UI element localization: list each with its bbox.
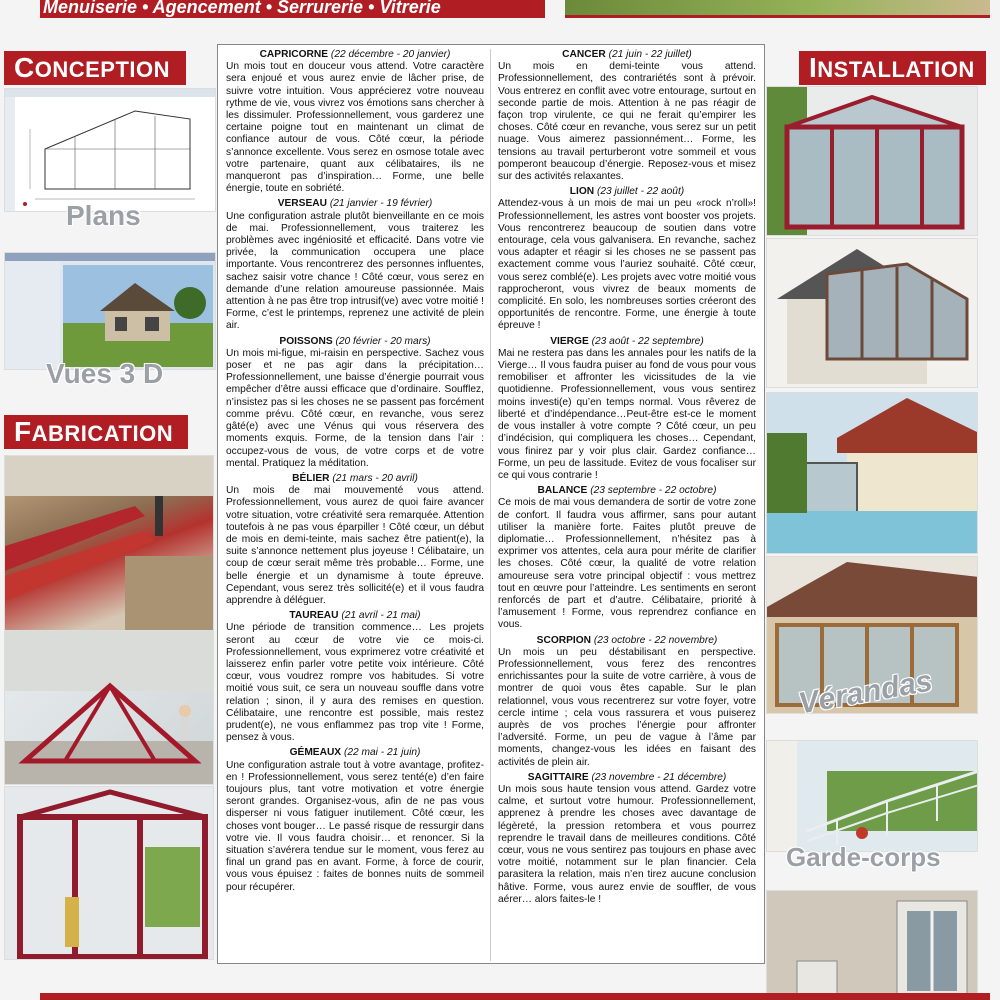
horoscope-column-right [491, 49, 756, 961]
sign-text: Ce mois de mai vous demandera de sortir de votre zone de confort. Il faudra vous affirmer, sans pour autant utiliser la manière forte. Faites plutôt preuve de diplomatie… Professionnellement, n’hésitez pas à exprimer vos attentes, cela aura pour mérite de clarifier les choses. Côté cœur, la qualité de votre relation amoureuse sera votre principal objectif : vous mettrez tout en œuvre pour l’atteindre. Les sentiments en seront renforcés de part et d’autre. Célibataire, priorité à l’amusement ! Forme, vous reprendrez confiance en vous. [498, 497, 756, 631]
horoscope-box [217, 44, 765, 964]
sign-sagittaire: SAGITTAIRE (23 novembre - 21 décembre) Un mois sous haute tension vous attend. Gardez votre calme, et surtout votre humour. Professionnellement, apprenez à prendre les choses avec davantage de légèreté, la pression retombera et vous pourrez reprendre le travail dans de meilleures conditions. Côté cœur, vous ne vous sentirez pas toujours en phase avec votre moitié, notamment sur le plan financier. Cela parasitera la relation, mais n’en tirez aucune conclusion hâtive. Forme, vous aurez envie de souffler, de vous aérer… alors faites-le ! [498, 771, 756, 905]
caption-vues-3d: Vues 3 D [46, 358, 164, 389]
workshop-photo-1 [4, 455, 214, 633]
workshop-icon [5, 456, 214, 633]
3d-house-view-icon [5, 253, 216, 370]
sign-text: Attendez-vous à un mois de mai un peu «rock n’roll»! Professionnellement, les astres vont booster vos projets. Vous rencontrerez beaucoup de soutien dans votre entourage, cela vous galvanisera. En revanche, sachez vous adapter et réagir si les choses ne se passent pas exactement comme vous l’auriez souhaité. Côté cœur, vous serez comblé(e). Les projets avec votre moitié vous rapprocheront, vous vivrez de beaux moments de complicité. En solo, les nombreuses sorties créeront des opportunités de rencontre. Forme, une énergie à toute épreuve ! [498, 198, 756, 332]
sign-verseau: VERSEAU (21 janvier - 19 février) Une configuration astrale plutôt bienveillante en ce mois de mai. Professionnellement, vous traiterez les problèmes avec ingéniosité et efficacité. Dans votre vie privée, la communication occupera une place importante. Vous rencontrerez des personnes influentes, sachez saisir votre chance ! Côté cœur, vous serez en demande d’une relation amoureuse passionnée. Mais attention à ne pas être trop intrusif(ve) avec votre moitié ! Forme, c’est le printemps, reprenez une activité de plein air. [226, 198, 484, 332]
veranda-photo-1 [766, 86, 978, 236]
sign-text: Une configuration astrale plutôt bienveillante en ce mois de mai. Professionnellement, vous traiterez les problèmes avec ingéniosité et efficacité. Dans votre vie privée, la communication occupera une place importante. Vous rencontrerez des personnes influentes, sachez saisir votre chance ! Côté cœur, vous serez en demande d’une relation amoureuse passionnée. Mais attention à ne pas être trop intrusif(ve) avec votre moitié ! Forme, c’est le printemps, reprenez une activité de plein air. [226, 210, 484, 332]
workshop-photo-2 [4, 630, 214, 785]
house-pool-icon [767, 393, 978, 554]
stone-house-windows-icon [767, 891, 978, 995]
sign-lion: LION (23 juillet - 22 août) Attendez-vous à un mois de mai un peu «rock n’roll»! Professionnellement, les astres vont booster vos projets. Vous rencontrerez beaucoup de soutien dans votre entourage, cela vous galvanisera. En revanche, sachez vous adapter et réagir si les choses ne se passent pas exactement comme vous l’auriez souhaité. Côté cœur, vous serez comblé(e). Les projets avec votre moitié vous rapprocheront, vous vivrez de beaux moments de complicité. En solo, les nombreuses sorties créeront des opportunités de rencontre. Forme, une énergie à toute épreuve ! [498, 186, 756, 332]
sign-gemeaux: GÉMEAUX (22 mai - 21 juin) Une configuration astrale tout à votre avantage, profitez-en ! Professionnellement, vous serez tenté(e) d’en faire toujours plus, tant votre motivation et votre énergie seront grandes. Organisez-vous, afin de ne pas vous disperser ni vous fatiguer inutilement. Côté cœur, les choses vont bouger… Le passé risque de ressurgir dans votre vie. Il vous faudra choisir… et renoncer. Si la situation s’avérera tendue sur le moment, vous ferez au final un grand pas en avant. Forme, à force de courir, vous vous épuisez : faites de bonnes nuits de sommeil pour récupérer. [226, 747, 484, 893]
house-veranda-icon [767, 239, 978, 388]
bottom-bar [40, 993, 990, 1000]
section-title-installation: INSTALLATION [799, 51, 986, 85]
sign-text: Un mois sous haute tension vous attend. Gardez votre calme, et surtout votre humour. Professionnellement, apprenez à prendre les choses avec davantage de légèreté, la pression retombera et vous pourrez reprendre le travail dans de meilleures conditions. Côté cœur, vous ne vous sentirez pas toujours en phase avec votre moitié, notamment sur le plan financier. Cela parasitera la relation, mais n’en tirez aucune conclusion hâtive. Forme, vous aurez envie de souffler, de vous aérer… alors faites-le ! [498, 783, 756, 905]
technical-drawing-icon [5, 89, 216, 212]
windows-photo [766, 890, 978, 995]
caption-garde-corps: Garde-corps [786, 842, 941, 872]
caption-verandas: Vérandas [796, 664, 935, 721]
vues-3d-screenshot [4, 252, 216, 370]
sign-capricorne: CAPRICORNE (22 décembre - 20 janvier) Un mois tout en douceur vous attend. Votre caractère sera enjoué et vous aurez envie de lâcher prise, de suivre votre intuition. Vous apprécierez votre nouveau rythme de vie, vous vivrez vos émotions sans chercher à les dissimuler. Professionnellement, vous garderez une certaine poigne tout en maintenant un climat de confiance autour de vous. Côté cœur, la période s’annonce excellente. Vous serez en osmose totale avec votre partenaire, quant aux célibataires, ils ne manqueront pas d’inspiration… Forme, une belle énergie, toute en sobriété. [226, 49, 484, 195]
sign-text: Une période de transition commence… Les projets seront au cœur de votre vie ce mois-ci. Professionnellement, vous exprimerez votre créativité et laisserez enfin parler votre petite voix intérieure. Côté cœur, vous voudrez rompre vos habitudes. Si votre moitié vous suit, ce sera un nouveau souffle dans votre relation ; sinon, il y aura des remises en question. Célibataire, une rencontre est possible, mais restez prudent(e), ne vous enflammez pas trop vite ! Forme, pensez à vous. [226, 622, 484, 744]
veranda-frame-icon [5, 787, 214, 960]
header-photo [565, 0, 990, 18]
sign-balance: BALANCE (23 septembre - 22 octobre) Ce mois de mai vous demandera de sortir de votre zone de confort. Il faudra vous affirmer, sans pour autant utiliser la manière forte. Faites plutôt preuve de diplomatie… Professionnellement, n’hésitez pas à exprimer vos attentes, cela aura pour mérite de clarifier les choses. Côté cœur, la qualité de votre relation amoureuse sera votre principal objectif : vous mettrez tout en œuvre pour l’atteindre. Les sentiments en seront renforcés de part et d’autre. Célibataire, priorité à l’amusement ! Forme, vous reprendrez confiance en vous. [498, 485, 756, 631]
sign-text: Mai ne restera pas dans les annales pour les natifs de la Vierge… Il vous faudra puiser au fond de vous pour vous remobiliser et affronter les vicissitudes de la vie quotidienne. Professionnellement, vous vous sentirez moins investi(e) qu’en temps normal. Vous rêverez de liberté et d’indépendance…Peut-être est-ce le moment de vous installer à votre compte ? Côté cœur, un peu d’indécision, qui compliquera les choses… Cependant, vous finirez par y voir plus clair. Gardez confiance… Forme, un peu de lassitude. Evitez de vous focaliser sur ce qui vous contrarie ! [498, 347, 756, 481]
sign-taureau: TAUREAU (21 avril - 21 mai) Une période de transition commence… Les projets seront au cœur de votre vie ce mois-ci. Professionnellement, vous exprimerez votre créativité et laisserez enfin parler votre petite voix intérieure. Côté cœur, vous voudrez rompre vos habitudes. Si votre moitié vous suit, ce sera un nouveau souffle dans votre relation ; sinon, il y aura des remises en question. Célibataire, une rencontre est possible, mais restez prudent(e), ne vous enflammez pas trop vite ! Forme, pensez à vous. [226, 610, 484, 744]
section-title-fabrication: FABRICATION [4, 415, 188, 449]
sign-scorpion: SCORPION (23 octobre - 22 novembre) Un mois un peu déstabilisant en perspective. Professionnellement, vous ferez des rencontres enrichissantes pour la suite de votre carrière, à vous de montrer de quoi vous êtes capable. Sur le plan relationnel, vous vous recentrerez sur votre foyer, votre cercle intime ; cela vous rassurera et vous puiserez auprès de vos proches l’énergie pour affronter l’adversité. Forme, un peu de vague à l’âme par moments, changez-vous les idées en faisant des activités de plein air. [498, 634, 756, 768]
sign-text: Un mois de mai mouvementé vous attend. Professionnellement, vous aurez de quoi faire avancer votre situation, votre créativité sera remarquée. Attention toutefois à ne pas vous éparpiller ! Côté cœur, un début de mois en demi-teinte, mais sachez être patient(e), la suite s’annonce nettement plus joyeuse ! Célibataire, un coup de cœur serait même très probable… Forme, une belle énergie et un dynamisme à toute épreuve. Cependant, vous serez très sollicité(e) et il vous faudra apprendre à déléguer. [226, 485, 484, 606]
section-title-conception: CONCEPTION [4, 51, 186, 85]
header-tagline-bar [40, 0, 545, 18]
railing-icon [767, 741, 978, 852]
sign-cancer: CANCER (21 juin - 22 juillet) Un mois en demi-teinte vous attend. Professionnellement, des contrariétés sont à prévoir. Vous entrerez en conflit avec votre entourage, surtout en seconde partie de mois. Attention à ne pas réagir de façon trop virulente, ce qui ne ferait qu’empirer les choses. Côté cœur en revanche, vous serez sur un petit nuage. Vous aimerez passionnément… Forme, les tensions au travail perturberont votre sommeil et vous pomperont beaucoup d’énergie. Reposez-vous et misez sur des activités relaxantes. [498, 49, 756, 183]
sign-text: Un mois en demi-teinte vous attend. Professionnellement, des contrariétés sont à prévoir. Vous entrerez en conflit avec votre entourage, surtout en seconde partie de mois. Attention à ne pas réagir de façon trop virulente, ce qui ne ferait qu’empirer les choses. Côté cœur en revanche, vous serez sur un petit nuage. Vous aimerez passionnément… Forme, les tensions au travail perturberont votre sommeil et vous pomperont beaucoup d’énergie. Reposez-vous et misez sur des activités relaxantes. [498, 61, 756, 183]
workshop-photo-3 [4, 786, 214, 960]
veranda-icon [767, 87, 978, 236]
sign-text: Un mois tout en douceur vous attend. Votre caractère sera enjoué et vous aurez envie de lâcher prise, de suivre votre intuition. Vous apprécierez votre nouveau rythme de vie, vous vivrez vos émotions sans chercher à les dissimuler. Professionnellement, vous garderez une certaine poigne tout en maintenant un climat de confiance autour de vous. Côté cœur, la période s’annonce excellente. Vous serez en osmose totale avec votre partenaire, quant aux célibataires, ils ne manqueront pas d’inspiration… Forme, une belle énergie, toute en sobriété. [226, 61, 484, 195]
sign-text: Un mois mi-figue, mi-raisin en perspective. Sachez vous poser et ne pas agir dans la précipitation… Professionnellement, une baisse d’énergie pourrait vous empêcher d’être aussi efficace que d’ordinaire. Soufflez, n’insistez pas si les choses ne se passent pas forcément comme prévu. Côté cœur, en revanche, vous serez gâté(e) avec une Vénus qui vous réservera des moments exquis. Forme, de la tension dans l’air : occupez-vous de vous, de votre corps et de votre mental. Pratiquez la méditation. [226, 347, 484, 469]
plans-drawing [4, 88, 216, 212]
sign-vierge: VIERGE (23 août - 22 septembre) Mai ne restera pas dans les annales pour les natifs de la Vierge… Il vous faudra puiser au fond de vous pour vous remobiliser et affronter les vicissitudes de la vie quotidienne. Professionnellement, vous vous sentirez moins investi(e) qu’en temps normal. Vous rêverez de liberté et d’indépendance…Peut-être est-ce le moment de vous installer à votre compte ? Côté cœur, un peu d’indécision, qui compliquera les choses… Cependant, vous finirez par y voir plus clair. Gardez confiance… Forme, un peu de lassitude. Evitez de vous focaliser sur ce qui vous contrarie ! [498, 335, 756, 481]
sign-poissons: POISSONS (20 février - 20 mars) Un mois mi-figue, mi-raisin en perspective. Sachez vous poser et ne pas agir dans la précipitation… Professionnellement, une baisse d’énergie pourrait vous empêcher d’être aussi efficace que d’ordinaire. Soufflez, n’insistez pas si les choses ne se passent pas forcément comme prévu. Côté cœur, en revanche, vous serez gâté(e) avec une Vénus qui vous réservera des moments exquis. Forme, de la tension dans l’air : occupez-vous de vous, de votre corps et de votre mental. Pratiquez la méditation. [226, 335, 484, 469]
veranda-photo-3 [766, 392, 978, 554]
veranda-photo-2 [766, 238, 978, 388]
roof-frame-icon [5, 631, 214, 785]
horoscope-column-left [226, 49, 491, 961]
header-tagline: Menuiserie • Agencement • Serrurerie • Vitrerie [43, 0, 441, 17]
garde-corps-photo [766, 740, 978, 852]
sign-text: Un mois un peu déstabilisant en perspective. Professionnellement, vous ferez des rencontres enrichissantes pour la suite de votre carrière, à vous de montrer de quoi vous êtes capable. Sur le plan relationnel, vous vous recentrerez sur votre foyer, votre cercle intime ; cela vous rassurera et vous puiserez auprès de vos proches l’énergie pour affronter l’adversité. Forme, un peu de vague à l’âme par moments, changez-vous les idées en faisant des activités de plein air. [498, 646, 756, 768]
caption-plans: Plans [66, 200, 141, 231]
sign-text: Une configuration astrale tout à votre avantage, profitez-en ! Professionnellement, vous serez tenté(e) d’en faire toujours plus, tant votre motivation et votre énergie seront grandes. Organisez-vous, afin de ne pas vous disperser ni vous fatiguer inutilement. Côté cœur, les choses vont bouger… Le passé risque de ressurgir dans votre vie. Il vous faudra choisir… et renoncer. Si la situation s’avérera tendue sur le moment, vous ferez au final un grand pas en avant. Forme, à force de courir, vous vous épuisez : faites de bonnes nuits de sommeil pour récupérer. [226, 759, 484, 893]
sign-belier: BÉLIER (21 mars - 20 avril) Un mois de mai mouvementé vous attend. Professionnellement, vous aurez de quoi faire avancer votre situation, votre créativité sera remarquée. Attention toutefois à ne pas vous éparpiller ! Côté cœur, un début de mois en demi-teinte, mais sachez être patient(e), la suite s’annonce nettement plus joyeuse ! Célibataire, un coup de cœur serait même très probable… Forme, une belle énergie et un dynamisme à toute épreuve. Cependant, vous serez très sollicité(e) et il vous faudra apprendre à déléguer. [226, 472, 484, 606]
